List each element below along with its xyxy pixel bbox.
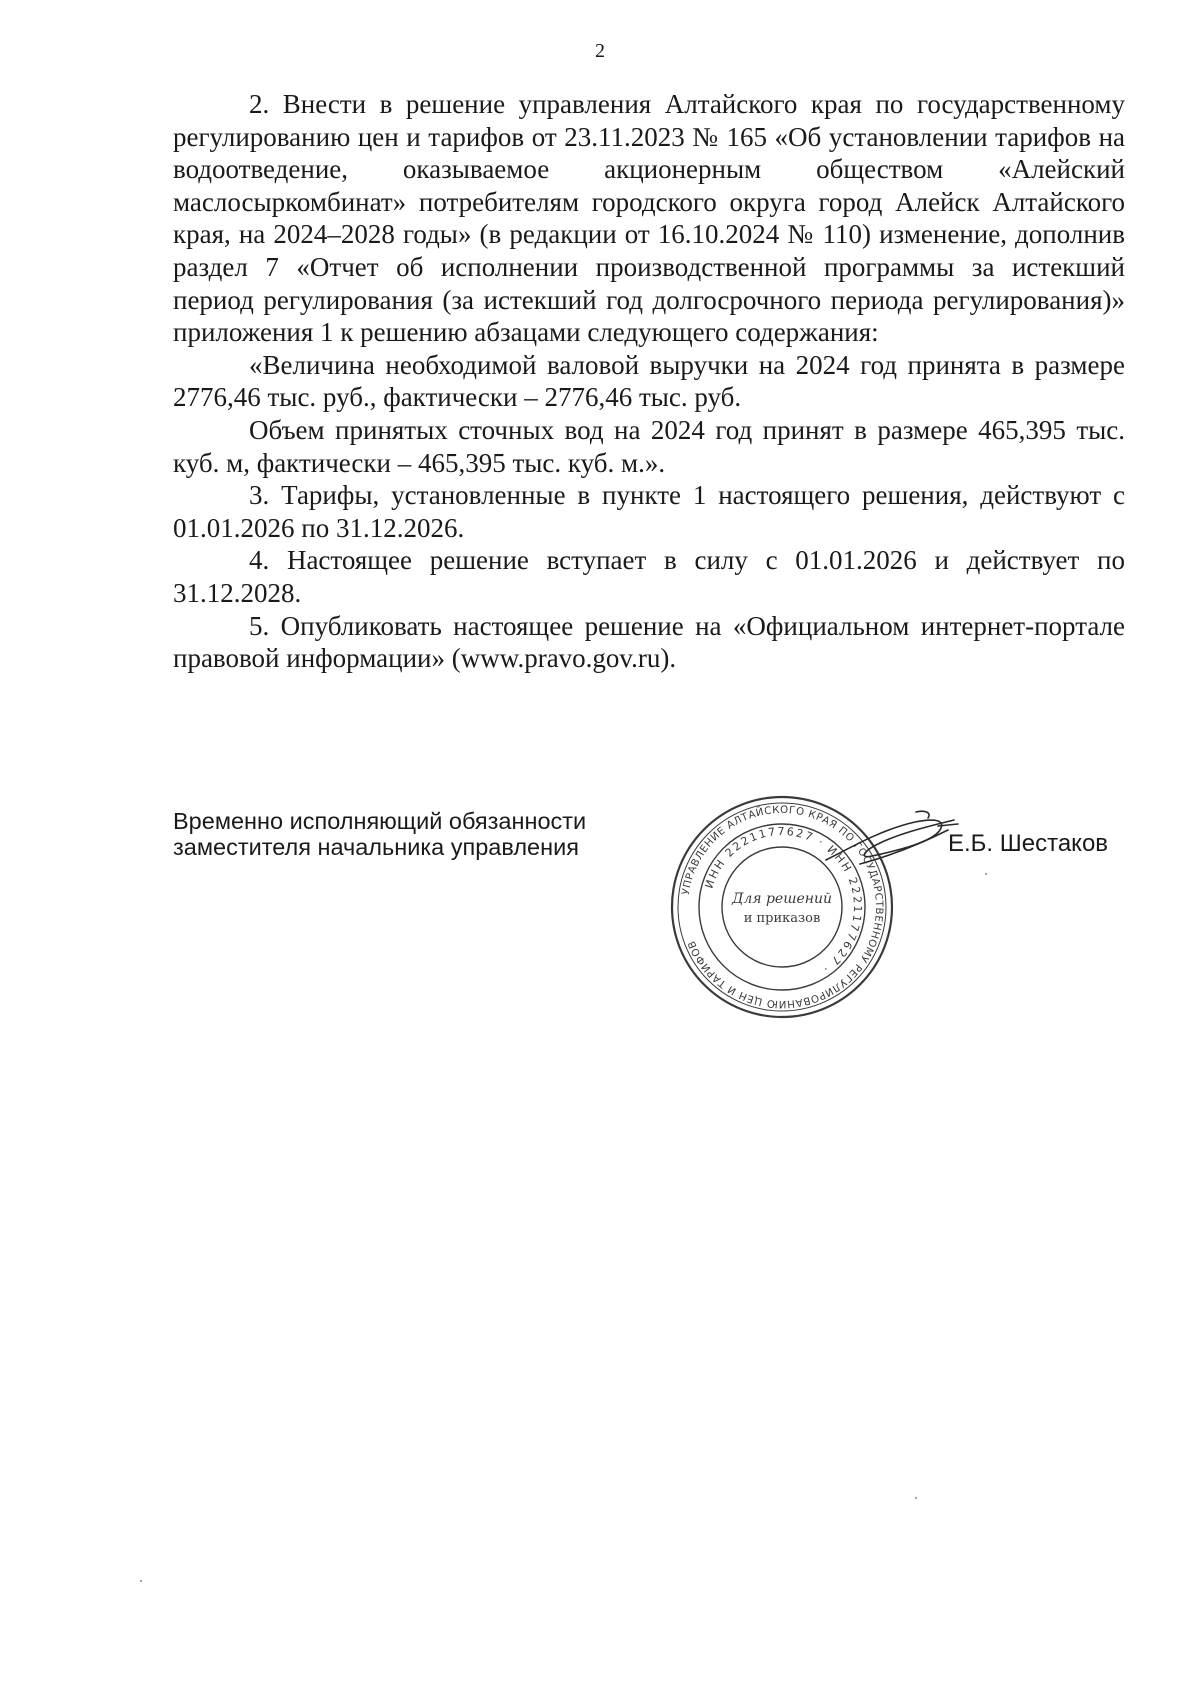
- scan-speck: [915, 1497, 917, 1499]
- seal-center-line1: Для решений: [731, 891, 833, 907]
- seal-outer-text: УПРАВЛЕНИЕ АЛТАЙСКОГО КРАЯ ПО ГОСУДАРСТВЕННОМУ РЕГУЛИРОВАНИЮ ЦЕН И ТАРИФОВ: [680, 804, 885, 1010]
- document-body: [173, 88, 1125, 675]
- handwritten-signature: [820, 800, 960, 890]
- paragraph-revenue: «Величина необходимой валовой выручки на 2024 год принята в размере 2776,46 тыс. руб., фактически – 2776,46 тыс. руб.: [173, 349, 1125, 413]
- scan-speck: [140, 1580, 142, 1582]
- signatory-title-line1: Временно исполняющий обязанности: [173, 808, 587, 834]
- scan-speck: [985, 873, 987, 875]
- signatory-title-line2: заместителя начальника управления: [173, 834, 579, 860]
- paragraph-item-4: 4. Настоящее решение вступает в силу с 01.01.2026 и действует по 31.12.2028.: [173, 545, 1125, 608]
- paragraph-item-5: 5. Опубликовать настоящее решение на «Официальном интернет-портале правовой информации» (www.pravo.gov.ru).: [173, 610, 1125, 674]
- signatory-title: [173, 808, 673, 860]
- seal-center-line2: и приказов: [743, 911, 821, 926]
- signatory-name: Е.Б. Шестаков: [948, 830, 1109, 857]
- paragraph-wastewater-volume: Объем принятых сточных вод на 2024 год принят в размере 465,395 тыс. куб. м, фактически – 465,395 тыс. куб. м.».: [173, 414, 1125, 478]
- paragraph-item-3: 3. Тарифы, установленные в пункте 1 настоящего решения, действуют с 01.01.2026 по 31.12.2026.: [173, 480, 1125, 543]
- seal-inner-text: ИНН 2221177627 · ИНН 2221177627 ·: [702, 824, 865, 977]
- paragraph-item-2: 2. Внести в решение управления Алтайского края по государственному регулированию цен и тарифов от 23.11.2023 № 165 «Об установлении тарифов на водоотведение, оказываемое акционерным обществом «Алейский маслосыркомбинат» потребителям городского округа город Алейск Алтайского края, на 2024–2028 годы» (в редакции от 16.10.2024 № 110) изменение, дополнив раздел 7 «Отчет об исполнении производственной программы за истекший период регулирования (за истекший год долгосрочного периода регулирования)» приложения 1 к решению абзацами следующего содержания:: [173, 89, 1125, 348]
- page-number: 2: [595, 40, 605, 62]
